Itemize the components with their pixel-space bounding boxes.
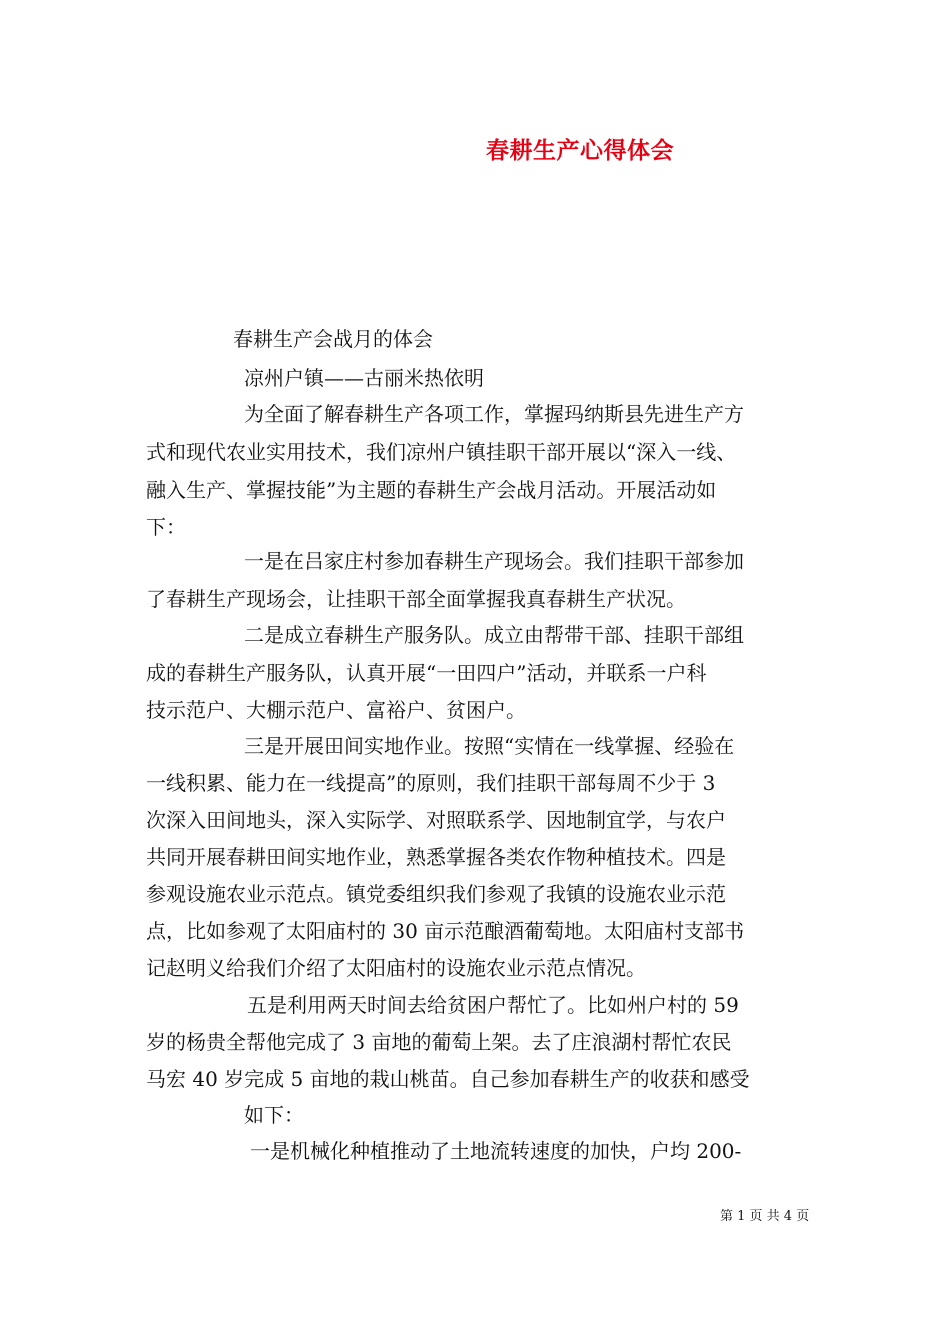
document-title: 春耕生产心得体会 xyxy=(486,137,674,164)
paragraph-line: 次深入田间地头，深入实际学、对照联系学、因地制宜学，与农户 xyxy=(146,808,726,832)
paragraph-line: 参观设施农业示范点。镇党委组织我们参观了我镇的设施农业示范 xyxy=(146,882,726,906)
paragraph-line: 记赵明义给我们介绍了太阳庙村的设施农业示范点情况。 xyxy=(146,956,646,980)
paragraph-line: 为全面了解春耕生产各项工作，掌握玛纳斯县先进生产方 xyxy=(244,402,744,426)
author-line: 凉州户镇——古丽米热依明 xyxy=(244,366,484,390)
page-number: 第 1 页 共 4 页 xyxy=(720,1209,810,1224)
paragraph-line: 了春耕生产现场会，让挂职干部全面掌握我真春耕生产状况。 xyxy=(146,587,686,611)
paragraph-line: 岁的杨贵全帮他完成了 3 亩地的葡萄上架。去了庄浪湖村帮忙农民 xyxy=(146,1030,732,1054)
paragraph-line: 技示范户、大棚示范户、富裕户、贫困户。 xyxy=(146,698,526,722)
paragraph-line: 点，比如参观了太阳庙村的 30 亩示范酿酒葡萄地。太阳庙村支部书 xyxy=(146,919,745,943)
paragraph-line: 融入生产、掌握技能”为主题的春耕生产会战月活动。开展活动如 xyxy=(146,478,717,502)
subtitle-line: 春耕生产会战月的体会 xyxy=(233,327,433,351)
paragraph-line: 如下： xyxy=(244,1103,304,1127)
paragraph-line: 下： xyxy=(146,515,186,539)
paragraph-line: 五是利用两天时间去给贫困户帮忙了。比如州户村的 59 xyxy=(247,993,739,1017)
paragraph-line: 一是机械化种植推动了土地流转速度的加快，户均 200- xyxy=(250,1139,742,1163)
paragraph-line: 三是开展田间实地作业。按照“实情在一线掌握、经验在 xyxy=(244,734,735,758)
paragraph-line: 一是在吕家庄村参加春耕生产现场会。我们挂职干部参加 xyxy=(244,549,744,573)
paragraph-line: 成的春耕生产服务队，认真开展“一田四户”活动，并联系一户科 xyxy=(146,661,707,685)
paragraph-line: 马宏 40 岁完成 5 亩地的栽山桃苗。自己参加春耕生产的收获和感受 xyxy=(146,1067,750,1091)
paragraph-line: 式和现代农业实用技术，我们凉州户镇挂职干部开展以“深入一线、 xyxy=(146,440,737,464)
paragraph-line: 一线积累、能力在一线提高”的原则，我们挂职干部每周不少于 3 xyxy=(146,771,716,795)
paragraph-line: 共同开展春耕田间实地作业，熟悉掌握各类农作物种植技术。四是 xyxy=(146,845,726,869)
paragraph-line: 二是成立春耕生产服务队。成立由帮带干部、挂职干部组 xyxy=(244,623,744,647)
